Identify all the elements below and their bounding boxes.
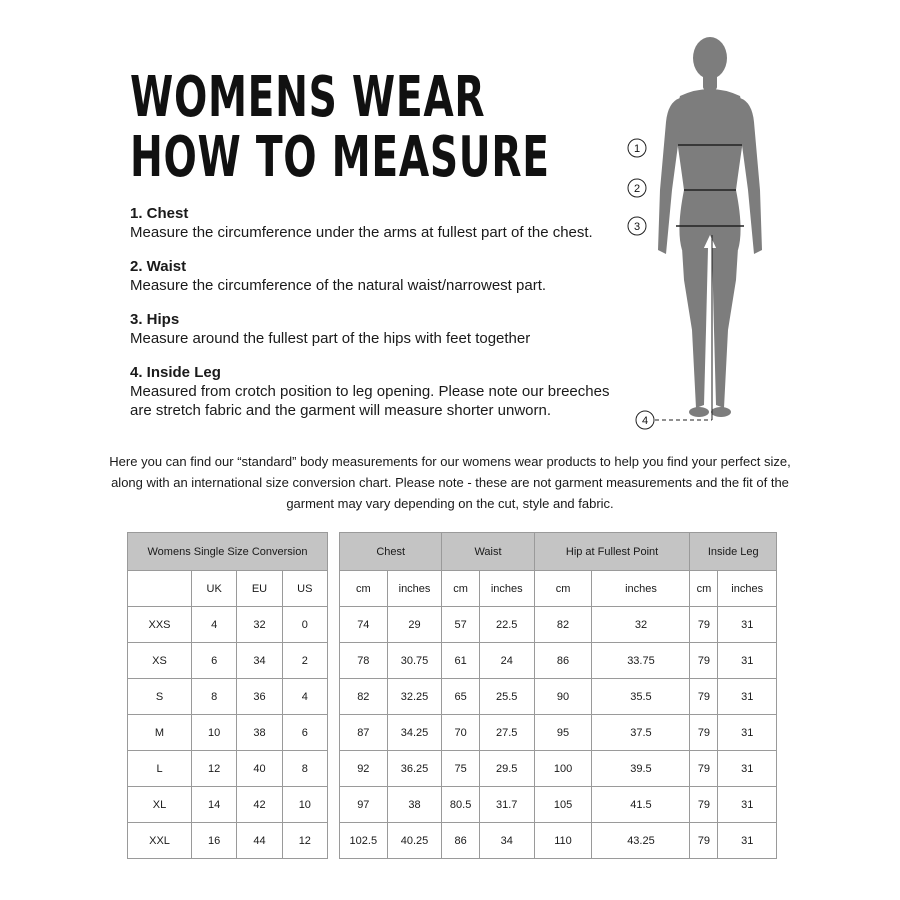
instruction-inside-leg bbox=[130, 364, 630, 420]
table-row bbox=[340, 607, 777, 643]
size-label-cell: S bbox=[128, 679, 192, 715]
instruction-text: Measured from crotch position to leg opening. Please note our breeches are stretch fabric and the garment will measure shorter unworn. bbox=[130, 383, 610, 419]
table-cell: 32 bbox=[237, 607, 282, 643]
body-silhouette-figure bbox=[620, 30, 790, 430]
unit-header: cm bbox=[340, 571, 388, 607]
unit-header: inches bbox=[592, 571, 690, 607]
unit-header: cm bbox=[534, 571, 592, 607]
table-cell: 100 bbox=[534, 751, 592, 787]
table-cell: 44 bbox=[237, 823, 282, 859]
table-cell: 79 bbox=[690, 823, 718, 859]
table-cell: 31 bbox=[718, 679, 777, 715]
table-row bbox=[128, 643, 328, 679]
table-cell: 87 bbox=[340, 715, 388, 751]
table-cell: 41.5 bbox=[592, 787, 690, 823]
table-cell: 10 bbox=[192, 715, 237, 751]
table-cell: 43.25 bbox=[592, 823, 690, 859]
table-cell: 31 bbox=[718, 751, 777, 787]
table-cell: 36.25 bbox=[387, 751, 442, 787]
table-cell: 79 bbox=[690, 607, 718, 643]
table-cell: 78 bbox=[340, 643, 388, 679]
table-row bbox=[340, 643, 777, 679]
table-row bbox=[340, 715, 777, 751]
table-cell: 79 bbox=[690, 643, 718, 679]
table-cell: 110 bbox=[534, 823, 592, 859]
instruction-heading: 2. Waist bbox=[130, 258, 187, 275]
table-cell: 25.5 bbox=[479, 679, 534, 715]
instruction-chest bbox=[130, 205, 630, 242]
table-row bbox=[340, 751, 777, 787]
table-cell: 27.5 bbox=[479, 715, 534, 751]
table-cell: 34 bbox=[479, 823, 534, 859]
table-cell: 6 bbox=[282, 715, 327, 751]
table-row bbox=[128, 679, 328, 715]
table-cell: 65 bbox=[442, 679, 479, 715]
table-cell: 86 bbox=[442, 823, 479, 859]
instruction-heading: 3. Hips bbox=[130, 311, 180, 328]
unit-header: cm bbox=[442, 571, 479, 607]
body-measurements-table bbox=[339, 532, 777, 859]
table-cell: 16 bbox=[192, 823, 237, 859]
size-label-cell: XS bbox=[128, 643, 192, 679]
table-cell: 10 bbox=[282, 787, 327, 823]
unit-header: inches bbox=[718, 571, 777, 607]
table-cell: 31 bbox=[718, 715, 777, 751]
body-silhouette-icon bbox=[620, 30, 790, 430]
table-cell: 79 bbox=[690, 679, 718, 715]
table-cell: 102.5 bbox=[340, 823, 388, 859]
intro-paragraph: Here you can find our “standard” body measurements for our womens wear products to help you find your perfect size, along with an international size conversion chart. Please note - these are not garment measurements and the fit of the garment may vary depending on the cut, style and fabric. bbox=[109, 454, 791, 511]
table-cell: 12 bbox=[192, 751, 237, 787]
table-cell: 14 bbox=[192, 787, 237, 823]
unit-header: inches bbox=[479, 571, 534, 607]
table-cell: 61 bbox=[442, 643, 479, 679]
table-cell: 6 bbox=[192, 643, 237, 679]
table-cell: 90 bbox=[534, 679, 592, 715]
marker-inside-leg: 4 bbox=[641, 415, 649, 427]
size-table-header: Womens Single Size Conversion bbox=[128, 533, 328, 571]
chest-group-header: Chest bbox=[340, 533, 442, 571]
size-column-header: UK bbox=[192, 571, 237, 607]
table-cell: 32 bbox=[592, 607, 690, 643]
table-cell: 12 bbox=[282, 823, 327, 859]
table-cell: 8 bbox=[192, 679, 237, 715]
table-cell: 79 bbox=[690, 715, 718, 751]
marker-waist: 2 bbox=[633, 183, 641, 195]
instruction-text: Measure the circumference under the arms at fullest part of the chest. bbox=[130, 224, 593, 241]
table-cell: 31 bbox=[718, 787, 777, 823]
table-cell: 105 bbox=[534, 787, 592, 823]
table-row bbox=[128, 823, 328, 859]
table-cell: 34.25 bbox=[387, 715, 442, 751]
marker-chest: 1 bbox=[633, 143, 641, 155]
table-cell: 39.5 bbox=[592, 751, 690, 787]
page-title bbox=[130, 65, 550, 190]
table-cell: 74 bbox=[340, 607, 388, 643]
table-cell: 0 bbox=[282, 607, 327, 643]
table-cell: 22.5 bbox=[479, 607, 534, 643]
table-cell: 34 bbox=[237, 643, 282, 679]
table-cell: 95 bbox=[534, 715, 592, 751]
table-cell: 70 bbox=[442, 715, 479, 751]
table-cell: 42 bbox=[237, 787, 282, 823]
table-cell: 31.7 bbox=[479, 787, 534, 823]
table-cell: 29 bbox=[387, 607, 442, 643]
instruction-heading: 4. Inside Leg bbox=[130, 364, 221, 381]
table-cell: 31 bbox=[718, 823, 777, 859]
size-label-cell: M bbox=[128, 715, 192, 751]
table-cell: 82 bbox=[534, 607, 592, 643]
table-cell: 37.5 bbox=[592, 715, 690, 751]
table-cell: 31 bbox=[718, 607, 777, 643]
table-cell: 38 bbox=[237, 715, 282, 751]
size-label-cell: XXS bbox=[128, 607, 192, 643]
table-cell: 86 bbox=[534, 643, 592, 679]
table-cell: 40.25 bbox=[387, 823, 442, 859]
table-row bbox=[340, 787, 777, 823]
table-cell: 79 bbox=[690, 751, 718, 787]
table-row bbox=[128, 715, 328, 751]
table-cell: 29.5 bbox=[479, 751, 534, 787]
table-cell: 24 bbox=[479, 643, 534, 679]
table-cell: 82 bbox=[340, 679, 388, 715]
instruction-hips bbox=[130, 311, 630, 348]
unit-header: cm bbox=[690, 571, 718, 607]
hip-group-header: Hip at Fullest Point bbox=[534, 533, 690, 571]
table-cell: 2 bbox=[282, 643, 327, 679]
table-cell: 97 bbox=[340, 787, 388, 823]
table-row bbox=[128, 787, 328, 823]
unit-header: inches bbox=[387, 571, 442, 607]
instruction-heading: 1. Chest bbox=[130, 205, 189, 222]
title-line-1: WOMENS WEAR bbox=[130, 65, 486, 130]
table-cell: 35.5 bbox=[592, 679, 690, 715]
table-row bbox=[128, 607, 328, 643]
table-cell: 57 bbox=[442, 607, 479, 643]
size-conversion-table bbox=[127, 532, 328, 859]
instruction-text: Measure around the fullest part of the hips with feet together bbox=[130, 330, 531, 347]
table-cell: 92 bbox=[340, 751, 388, 787]
size-label-cell: XL bbox=[128, 787, 192, 823]
table-cell: 33.75 bbox=[592, 643, 690, 679]
measurement-instructions bbox=[130, 205, 630, 436]
instruction-waist bbox=[130, 258, 630, 295]
size-label-cell: XXL bbox=[128, 823, 192, 859]
table-cell: 30.75 bbox=[387, 643, 442, 679]
size-label-cell: L bbox=[128, 751, 192, 787]
title-line-2: HOW TO MEASURE bbox=[130, 125, 550, 190]
table-cell: 31 bbox=[718, 643, 777, 679]
waist-group-header: Waist bbox=[442, 533, 534, 571]
table-cell: 40 bbox=[237, 751, 282, 787]
instruction-text: Measure the circumference of the natural waist/narrowest part. bbox=[130, 277, 547, 294]
size-column-header: US bbox=[282, 571, 327, 607]
table-cell: 32.25 bbox=[387, 679, 442, 715]
inside-leg-group-header: Inside Leg bbox=[690, 533, 777, 571]
table-cell: 80.5 bbox=[442, 787, 479, 823]
size-column-header: EU bbox=[237, 571, 282, 607]
table-row bbox=[128, 751, 328, 787]
table-cell: 36 bbox=[237, 679, 282, 715]
table-cell: 4 bbox=[192, 607, 237, 643]
table-row bbox=[340, 679, 777, 715]
table-cell: 38 bbox=[387, 787, 442, 823]
table-row bbox=[340, 823, 777, 859]
table-cell: 4 bbox=[282, 679, 327, 715]
table-cell: 8 bbox=[282, 751, 327, 787]
marker-hips: 3 bbox=[633, 221, 641, 233]
size-column-header bbox=[128, 571, 192, 607]
table-cell: 75 bbox=[442, 751, 479, 787]
table-cell: 79 bbox=[690, 787, 718, 823]
